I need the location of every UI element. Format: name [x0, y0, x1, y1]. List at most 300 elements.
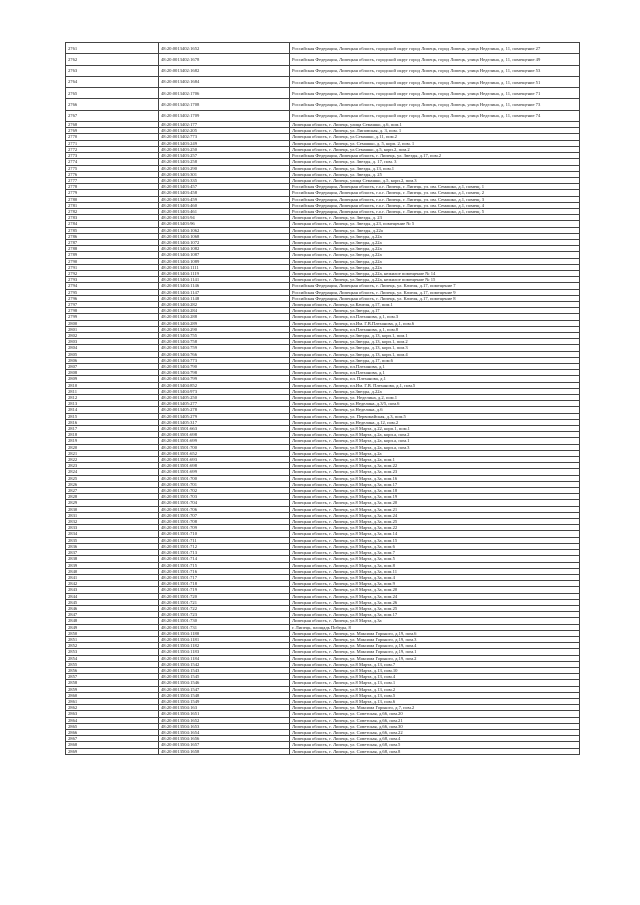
row-number-cell: 2841	[66, 574, 159, 580]
cadastral-number-cell: 48:20:0013404:1062	[159, 227, 290, 233]
address-cell: Липецкая область, г. Липецк, пл.Плеханова, д.1	[290, 364, 580, 370]
cadastral-number-cell: 48:20:0013405:278	[159, 407, 290, 413]
cadastral-number-cell: 48:20:0013504:1543	[159, 667, 290, 673]
cadastral-number-cell: 48:20:0013504:1545	[159, 674, 290, 680]
cadastral-number-cell: 48:20:0013404:1072	[159, 239, 290, 245]
row-number-cell: 2824	[66, 469, 159, 475]
address-cell: Липецкая область, г. Липецк, ул.8 Марта, д.3а, пом.15	[290, 537, 580, 543]
row-number-cell: 2827	[66, 488, 159, 494]
address-cell: Липецкая область, г. Липецк, ул.8 Марта, д.3а, пом.22	[290, 525, 580, 531]
cadastral-number-cell: 48:20:0013402:773	[159, 134, 290, 140]
row-number-cell: 2813	[66, 401, 159, 407]
cadastral-number-cell: 48:20:0013501:723	[159, 612, 290, 618]
cadastral-number-cell: 48:20:0013402:1709	[159, 110, 290, 121]
cadastral-number-cell: 48:20:0013501:709	[159, 525, 290, 531]
row-number-cell: 2823	[66, 463, 159, 469]
address-cell: Липецкая область, г. Липецк, ул. Максима Горького, д.19, пом.2	[290, 655, 580, 661]
cadastral-number-cell: 48:20:0013501:716	[159, 568, 290, 574]
row-number-cell: 2856	[66, 667, 159, 673]
row-number-cell: 2848	[66, 618, 159, 624]
row-number-cell: 2765	[66, 88, 159, 99]
row-number-cell: 2837	[66, 550, 159, 556]
row-number-cell: 2809	[66, 376, 159, 382]
address-cell: Липецкая область, г. Липецк, ул.8 Марта, д.13, пом.7	[290, 661, 580, 667]
row-number-cell: 2796	[66, 295, 159, 301]
address-cell: Липецкая область, г. Липецк, ул.8 Марта, д.3а, пом.20	[290, 587, 580, 593]
row-number-cell: 2868	[66, 742, 159, 748]
row-number-cell: 2846	[66, 605, 159, 611]
row-number-cell: 2806	[66, 357, 159, 363]
address-cell: Липецкая область, г. Липецк, ул. Максима Горького, д.19, пом.3	[290, 636, 580, 642]
row-number-cell: 2825	[66, 475, 159, 481]
cadastral-number-cell: 48:20:0013504:1548	[159, 692, 290, 698]
cadastral-number-cell: 48:20:0013403:94	[159, 215, 290, 221]
address-cell: Российская Федерация, Липецкая область, городской округ город Липецк, город Липецк, улица Неделина, д. 11, помещение 71	[290, 88, 580, 99]
row-number-cell: 2849	[66, 624, 159, 630]
address-cell: Липецкая область, г. Липецк, ул.8 Марта, д.2а, корп.а, пом.1	[290, 438, 580, 444]
cadastral-number-cell: 48:20:0013402:1706	[159, 88, 290, 99]
cadastral-number-cell: 48:20:0013504:1652	[159, 717, 290, 723]
row-number-cell: 2845	[66, 599, 159, 605]
cadastral-number-cell: 48:20:0013403:257	[159, 153, 290, 159]
address-cell: Липецкая область, г. Липецк, ул.8 Марта, д.3а, пом.25	[290, 605, 580, 611]
cadastral-number-cell: 48:20:0013403:335	[159, 177, 290, 183]
row-number-cell: 2782	[66, 208, 159, 214]
address-cell: Липецкая область, г. Липецк, ул. Липовская, д. 3, пом. 1	[290, 128, 580, 134]
table-body	[66, 43, 580, 755]
cadastral-number-cell: 48:20:0013403:250	[159, 146, 290, 152]
address-cell: Липецкая область, г. Липецк, ул. Звезды, д. 17, пом. 3	[290, 159, 580, 165]
address-cell: Липецкая область, г. Липецк, ул.8 Марта, д.3а, пом.5	[290, 556, 580, 562]
cadastral-number-cell: 48:20:0013405:250	[159, 395, 290, 401]
cadastral-number-cell: 48:20:0013501:698	[159, 463, 290, 469]
cadastral-number-cell: 48:20:0013501:699	[159, 438, 290, 444]
cadastral-number-cell: 48:20:0013504:1547	[159, 686, 290, 692]
row-number-cell: 2816	[66, 419, 159, 425]
address-cell: Липецкая область, г. Липецк, ул.8 Марта, д.3а, пом.6	[290, 543, 580, 549]
row-number-cell: 2800	[66, 320, 159, 326]
address-cell: Российская Федерация, Липецкая область, г. Липецк, ул. Звезды, д.17, пом.2	[290, 153, 580, 159]
address-cell: Липецкая область, г. Липецк, ул.Звезды, д.22а, нежилое помещение № 14	[290, 270, 580, 276]
row-number-cell: 2821	[66, 450, 159, 456]
row-number-cell: 2767	[66, 110, 159, 121]
cadastral-number-cell: 48:20:0013501:700	[159, 444, 290, 450]
address-cell: Липецкая область, г. Липецк, ул.8 Марта, д.3а, пом.24	[290, 593, 580, 599]
row-number-cell: 2764	[66, 76, 159, 87]
cadastral-number-cell: 48:20:0013404:1146	[159, 283, 290, 289]
address-cell: Липецкая область, г. Липецк, ул. Семашко, д. 5, корп. 2, пом. 1	[290, 140, 580, 146]
row-number-cell: 2826	[66, 481, 159, 487]
row-number-cell: 2835	[66, 537, 159, 543]
row-number-cell: 2768	[66, 122, 159, 128]
address-cell: Липецкая область, г. Липецк, ул. Звезды, д.22а	[290, 227, 580, 233]
address-cell: Липецкая область, г. Липецк, ул.8 Марта, д.2а	[290, 450, 580, 456]
address-cell: Липецкая область, г. Липецк, ул.8 Марта, д.3а, пом.21	[290, 506, 580, 512]
cadastral-number-cell: 48:20:0013501:700	[159, 475, 290, 481]
address-cell: Липецкая область, г. Липецк, ул. Советская, д.66, пом.21	[290, 717, 580, 723]
cadastral-number-cell: 48:20:0013501:663	[159, 426, 290, 432]
address-cell: Липецкая область, г. Липецк, улица Семашко, д.5, корп.2, пом.3	[290, 177, 580, 183]
cadastral-number-cell: 48:20:0013501:713	[159, 550, 290, 556]
row-number-cell: 2817	[66, 426, 159, 432]
row-number-cell: 2814	[66, 407, 159, 413]
address-cell: Липецкая область, г. Липецк, ул.8 Марта, д.13, пом.10	[290, 667, 580, 673]
address-cell: Липецкая область, г. Липецк, ул.Звезды, д.22а	[290, 239, 580, 245]
address-cell: Липецкая область, г. Липецк, пл.Им. Г.В.Плеханова, д.1, пом.6	[290, 320, 580, 326]
address-cell: Липецкая область, г. Липецк, ул. Советская, д.68, пом.8	[290, 748, 580, 754]
row-number-cell: 2761	[66, 43, 159, 54]
row-number-cell: 2802	[66, 332, 159, 338]
cadastral-number-cell: 48:20:0013404:773	[159, 357, 290, 363]
row-number-cell: 2867	[66, 736, 159, 742]
address-cell: Липецкая область, г. Липецк, ул.8 Марта, д.3а, пом.26	[290, 599, 580, 605]
cadastral-number-cell: 48:20:0013501:712	[159, 543, 290, 549]
row-number-cell: 2865	[66, 723, 159, 729]
address-cell: Липецкая область, г. Липецк, пл.Плеханова, д.1, пом.8	[290, 326, 580, 332]
address-cell: Липецкая область, г. Липецк, ул.8 Марта, д.13, пом.4	[290, 674, 580, 680]
address-cell: Липецкая область, г. Липецк, ул.8 Марта, д.3а, пом.17	[290, 481, 580, 487]
cadastral-number-cell: 48:20:0013403:290	[159, 165, 290, 171]
row-number-cell: 2853	[66, 649, 159, 655]
cadastral-number-cell: 48:20:0013504:1183	[159, 649, 290, 655]
address-cell: Липецкая область, г. Липецк, пл.Плеханова, д.1	[290, 370, 580, 376]
cadastral-number-cell: 48:20:0013404:282	[159, 301, 290, 307]
address-cell: Липецкая область, г. Липецк, ул.8 Марта, д.3а, пом.25	[290, 519, 580, 525]
row-number-cell: 2807	[66, 364, 159, 370]
row-number-cell: 2866	[66, 729, 159, 735]
table-row	[66, 110, 580, 121]
address-cell: Липецкая область, г. Липецк, пл. Плеханова, д.1	[290, 376, 580, 382]
row-number-cell: 2769	[66, 128, 159, 134]
cadastral-number-cell: 48:20:0013501:714	[159, 556, 290, 562]
row-number-cell: 2831	[66, 512, 159, 518]
address-cell: Липецкая область, г. Липецк, ул.Звезды, д.22а	[290, 233, 580, 239]
row-number-cell: 2850	[66, 630, 159, 636]
row-number-cell: 2777	[66, 177, 159, 183]
cadastral-number-cell: 48:20:0013404:758	[159, 339, 290, 345]
cadastral-number-cell: 48:20:0013404:798	[159, 370, 290, 376]
cadastral-number-cell: 48:20:0013501:722	[159, 605, 290, 611]
address-cell: Липецкая область, г. Липецк, ул.8 Марта, д.3а, пом.18	[290, 488, 580, 494]
cadastral-number-cell: 48:20:0013402:205	[159, 128, 290, 134]
row-number-cell: 2793	[66, 277, 159, 283]
row-number-cell: 2772	[66, 146, 159, 152]
address-cell: Липецкая область, г. Липецк, ул.Звезды, д.22а	[290, 388, 580, 394]
table-row	[66, 65, 580, 76]
cadastral-number-cell: 48:20:0013402:1682	[159, 65, 290, 76]
cadastral-number-cell: 48:20:0013504:163	[159, 705, 290, 711]
address-cell: Липецкая область, г. Липецк, ул.Звезды, д.22а	[290, 252, 580, 258]
address-cell: Российская Федерация, Липецкая область, г.о.г. Липецк, г. Липецк, ул. им. Семашко, д.1, помещ. 4	[290, 202, 580, 208]
row-number-cell: 2861	[66, 698, 159, 704]
table-row	[66, 54, 580, 65]
address-cell: Липецкая область, г. Липецк, ул. Звезды, д.23, помещение № 5	[290, 221, 580, 227]
row-number-cell: 2862	[66, 705, 159, 711]
address-cell: Липецкая область, г. Липецк, ул.8 Марта, д.2а, корп.а, пом.3	[290, 444, 580, 450]
cadastral-number-cell: 48:20:0013501:721	[159, 599, 290, 605]
row-number-cell: 2822	[66, 457, 159, 463]
row-number-cell: 2815	[66, 413, 159, 419]
address-cell: Липецкая область, г. Липецк, ул.8 Марта, д.13, пом.1	[290, 680, 580, 686]
address-cell: Липецкая область, г. Липецк, ул.Звезды, д.13, корп.1, пом.1	[290, 332, 580, 338]
row-number-cell: 2803	[66, 339, 159, 345]
cadastral-number-cell: 48:20:0013501:699	[159, 469, 290, 475]
cadastral-number-cell: 48:20:0013501:718	[159, 581, 290, 587]
address-cell: Липецкая область, г. Липецк, ул.8 Марта, д.3а, пом.17	[290, 612, 580, 618]
cadastral-number-cell: 48:20:0013404:1089	[159, 258, 290, 264]
row-number-cell: 2819	[66, 438, 159, 444]
address-cell: Липецкая область, г. Липецк, ул.8 Марта, д.3а, пом.19	[290, 494, 580, 500]
row-number-cell: 2798	[66, 308, 159, 314]
cadastral-number-cell: 48:20:0013403:457	[159, 184, 290, 190]
address-cell: Липецкая область, г. Липецк, ул.Звезды, д.22а	[290, 264, 580, 270]
address-cell: Липецкая область, г. Липецк, улица Семашко, д.6, пом.1	[290, 122, 580, 128]
cadastral-number-cell: 48:20:0013405:317	[159, 419, 290, 425]
row-number-cell: 2805	[66, 351, 159, 357]
row-number-cell: 2789	[66, 252, 159, 258]
row-number-cell: 2832	[66, 519, 159, 525]
row-number-cell: 2863	[66, 711, 159, 717]
address-cell: г. Липецк, площадь Победы, 8	[290, 624, 580, 630]
cadastral-number-cell: 48:20:0013501:708	[159, 519, 290, 525]
address-cell: Липецкая область, г. Липецк, ул. Советская, д.68, пом.4	[290, 736, 580, 742]
cadastral-number-cell: 48:20:0013404:1082	[159, 246, 290, 252]
address-cell: Липецкая область, г. Липецк, ул.8 Марта, д.3а, пом.9	[290, 581, 580, 587]
address-cell: Липецкая область, г. Липецк, ул.Неделина, д.12, пом.2	[290, 419, 580, 425]
cadastral-number-cell: 48:20:0013501:710	[159, 531, 290, 537]
cadastral-number-cell: 48:20:0013404:1147	[159, 289, 290, 295]
address-cell: Липецкая область, г. Липецк, ул. Неделина, д.2, пом.1	[290, 395, 580, 401]
address-cell: Липецкая область, г. Липецк, ул.Семашко, д.5, корп.2, пом.2	[290, 146, 580, 152]
row-number-cell: 2838	[66, 556, 159, 562]
cadastral-number-cell: 48:20:0013501:707	[159, 512, 290, 518]
cadastral-number-cell: 48:20:0013404:289	[159, 320, 290, 326]
cadastral-number-cell: 48:20:0013403:258	[159, 159, 290, 165]
row-number-cell: 2869	[66, 748, 159, 754]
cadastral-number-cell: 48:20:0013504:1542	[159, 661, 290, 667]
address-cell: Российская Федерация, Липецкая область, городской округ город Липецк, город Липецк, улица Неделина, д. 11, помещение 51	[290, 76, 580, 87]
table-row	[66, 748, 580, 754]
address-cell: Российская Федерация, Липецкая область, г.о.г. Липецк, г. Липецк, ул. им. Семашко, д.1, помещ. 5	[290, 208, 580, 214]
row-number-cell: 2836	[66, 543, 159, 549]
address-cell: Липецкая область, г. Липецк, ул. Максима Горького, д.19, пом.6	[290, 630, 580, 636]
address-cell: Липецкая область, г. Липецк, пл.Плеханова, д.1, пом.3	[290, 314, 580, 320]
cadastral-number-cell: 48:20:0013504:1653	[159, 723, 290, 729]
row-number-cell: 2864	[66, 717, 159, 723]
row-number-cell: 2783	[66, 215, 159, 221]
row-number-cell: 2811	[66, 388, 159, 394]
cadastral-number-cell: 48:20:0013404:766	[159, 351, 290, 357]
cadastral-number-cell: 48:20:0013504:1654	[159, 729, 290, 735]
row-number-cell: 2766	[66, 99, 159, 110]
address-cell: Российская Федерация, Липецкая область, г. Липецк, ул. Качеля, д.17, помещение 9	[290, 289, 580, 295]
cadastral-number-cell: 48:20:0013504:1657	[159, 742, 290, 748]
cadastral-number-cell: 48:20:0013501:711	[159, 537, 290, 543]
property-registry-table	[65, 42, 580, 755]
cadastral-number-cell: 48:20:0013404:1111	[159, 264, 290, 270]
row-number-cell: 2774	[66, 159, 159, 165]
address-cell: Липецкая область, г. Липецк, ул.8 Марта, д.3а, пом.23	[290, 469, 580, 475]
address-cell: Липецкая область, г. Липецк, ул.8 Марта, д.3а, пом.16	[290, 475, 580, 481]
row-number-cell: 2858	[66, 680, 159, 686]
address-cell: Липецкая область, г. Липецк, ул.Звезды, д.17	[290, 308, 580, 314]
address-cell: Липецкая область, г. Липецк, пл.Им. Г.В. Плеханова, д.1, пом.5	[290, 382, 580, 388]
address-cell: Липецкая область, г. Липецк, ул.8 Марта, д.13, пом.5	[290, 692, 580, 698]
row-number-cell: 2859	[66, 686, 159, 692]
address-cell: Липецкая область, г. Липецк, ул.8 Марта, д.3а, пом.14	[290, 531, 580, 537]
row-number-cell: 2778	[66, 184, 159, 190]
table-row	[66, 76, 580, 87]
address-cell: Российская Федерация, Липецкая область, городской округ город Липецк, город Липецк, улица Неделина, д. 11, помещение 27	[290, 43, 580, 54]
cadastral-number-cell: 48:20:0013501:706	[159, 506, 290, 512]
row-number-cell: 2794	[66, 283, 159, 289]
row-number-cell: 2797	[66, 301, 159, 307]
cadastral-number-cell: 48:20:0013501:717	[159, 574, 290, 580]
table-row	[66, 99, 580, 110]
address-cell: Липецкая область, г. Липецк, ул. Звезды, д. 25	[290, 171, 580, 177]
cadastral-number-cell: 48:20:0013404:759	[159, 345, 290, 351]
row-number-cell: 2786	[66, 233, 159, 239]
cadastral-number-cell: 48:20:0013504:1181	[159, 636, 290, 642]
row-number-cell: 2847	[66, 612, 159, 618]
address-cell: Липецкая область, г. Липецк, ул.8 Марта, д.3а, пом.11	[290, 568, 580, 574]
cadastral-number-cell: 48:20:0013501:652	[159, 450, 290, 456]
row-number-cell: 2780	[66, 196, 159, 202]
row-number-cell: 2771	[66, 140, 159, 146]
address-cell: Липецкая область, г. Липецк, ул.Качеля, д.17, пом.1	[290, 301, 580, 307]
address-cell: Липецкая область, г. Липецк, ул.8 Марта, д.3а, пом.20	[290, 500, 580, 506]
address-cell: Липецкая область, г. Липецк, ул.Звезды, д.17, пом.6	[290, 357, 580, 363]
address-cell: Липецкая область, г. Липецк, ул. Советская, д.68, пом.5	[290, 742, 580, 748]
row-number-cell: 2844	[66, 593, 159, 599]
cadastral-number-cell: 48:20:0013404:790	[159, 364, 290, 370]
address-cell: Липецкая область, г. Липецк, ул.8 Марта, д.13, пом.6	[290, 698, 580, 704]
cadastral-number-cell: 48:20:0013404:1087	[159, 252, 290, 258]
cadastral-number-cell: 48:20:0013404:288	[159, 314, 290, 320]
cadastral-number-cell: 48:20:0013404:973	[159, 388, 290, 394]
address-cell: Липецкая область, г. Липецк, ул. Советская, д.66, пом.30	[290, 723, 580, 729]
row-number-cell: 2762	[66, 54, 159, 65]
row-number-cell: 2857	[66, 674, 159, 680]
row-number-cell: 2810	[66, 382, 159, 388]
address-cell: Липецкая область, г. Липецк, ул.8 Марта, д.3а	[290, 618, 580, 624]
cadastral-number-cell: 48:20:0013405:279	[159, 413, 290, 419]
address-cell: Российская Федерация, Липецкая область, г.о.г. Липецк, г. Липецк, ул. им. Семашко, д.1, помещ. 2	[290, 190, 580, 196]
cadastral-number-cell: 48:20:0013402:177	[159, 122, 290, 128]
cadastral-number-cell: 48:20:0013504:1546	[159, 680, 290, 686]
row-number-cell: 2795	[66, 289, 159, 295]
address-cell: Липецкая область, г. Липецк, ул. Первомайская, д.3, пом.5	[290, 413, 580, 419]
address-cell: Липецкая область, г. Липецк, ул. Максима Горького, д.19, пом.4	[290, 643, 580, 649]
cadastral-number-cell: 48:20:0013402:1708	[159, 99, 290, 110]
cadastral-number-cell: 48:20:0013501:693	[159, 457, 290, 463]
cadastral-number-cell: 48:20:0013403:461	[159, 208, 290, 214]
cadastral-number-cell: 48:20:0013504:1549	[159, 698, 290, 704]
row-number-cell: 2792	[66, 270, 159, 276]
row-number-cell: 2804	[66, 345, 159, 351]
address-cell: Российская Федерация, Липецкая область, г. Липецк, ул. Качеля, д.17, помещение 7	[290, 283, 580, 289]
cadastral-number-cell: 48:20:0013404:1068	[159, 233, 290, 239]
row-number-cell: 2852	[66, 643, 159, 649]
row-number-cell: 2855	[66, 661, 159, 667]
row-number-cell: 2801	[66, 326, 159, 332]
cadastral-number-cell: 48:20:0013501:704	[159, 500, 290, 506]
address-cell: Российская Федерация, Липецкая область, г. Липецк, ул. Качеля, д.17, помещение 8	[290, 295, 580, 301]
address-cell: Липецкая область, г. Липецк, ул.8 Марта, д.3а, пом.8	[290, 562, 580, 568]
cadastral-number-cell: 48:20:0013404:755	[159, 332, 290, 338]
address-cell: Российская Федерация, Липецкая область, городской округ город Липецк, город Липецк, улица Неделина, д. 11, помещение 74	[290, 110, 580, 121]
cadastral-number-cell: 48:20:0013504:1182	[159, 643, 290, 649]
row-number-cell: 2843	[66, 587, 159, 593]
address-cell: Российская Федерация, Липецкая область, г.о.г. Липецк, г. Липецк, ул. им. Семашко, д.1, помещ. 3	[290, 196, 580, 202]
address-cell: Российская Федерация, Липецкая область, городской округ город Липецк, город Липецк, улица Неделина, д. 11, помещение 49	[290, 54, 580, 65]
address-cell: Липецкая область, г. Липецк, ул.Неделина, д.6	[290, 407, 580, 413]
row-number-cell: 2851	[66, 636, 159, 642]
address-cell: Российская Федерация, Липецкая область, городской округ город Липецк, город Липецк, улица Неделина, д. 11, помещение 73	[290, 99, 580, 110]
row-number-cell: 2788	[66, 246, 159, 252]
row-number-cell: 2854	[66, 655, 159, 661]
address-cell: Российская Федерация, Липецкая область, городской округ город Липецк, город Липецк, улица Неделина, д. 11, помещение 53	[290, 65, 580, 76]
address-cell: Липецкая область, г. Липецк, ул.8 Марта, д.2а, корп.а, пом.2	[290, 432, 580, 438]
cadastral-number-cell: 48:20:0013504:1184	[159, 655, 290, 661]
row-number-cell: 2818	[66, 432, 159, 438]
row-number-cell: 2785	[66, 227, 159, 233]
registry-sheet	[65, 42, 576, 755]
row-number-cell: 2770	[66, 134, 159, 140]
row-number-cell: 2833	[66, 525, 159, 531]
cadastral-number-cell: 48:20:0013403:460	[159, 202, 290, 208]
row-number-cell: 2773	[66, 153, 159, 159]
row-number-cell: 2781	[66, 202, 159, 208]
row-number-cell: 2799	[66, 314, 159, 320]
address-cell: Липецкая область, г. Липецк, ул. Максима Горького, д.7, пом.2	[290, 705, 580, 711]
cadastral-number-cell: 48:20:0013404:1141	[159, 277, 290, 283]
address-cell: Липецкая область, г. Липецк, ул.Звезды, д.22а	[290, 246, 580, 252]
address-cell: Липецкая область, г. Липецк, ул.8 Марта, д.3а, пом.24	[290, 512, 580, 518]
cadastral-number-cell: 48:20:0013405:277	[159, 401, 290, 407]
address-cell: Липецкая область, г. Липецк, ул.Звезды, д.22а, нежилое помещение № 15	[290, 277, 580, 283]
cadastral-number-cell: 48:20:0013404:1148	[159, 295, 290, 301]
address-cell: Липецкая область, г. Липецк, ул. Советская, д.66, пом.20	[290, 711, 580, 717]
cadastral-number-cell: 48:20:0013403:458	[159, 190, 290, 196]
cadastral-number-cell: 48:20:0013504:1656	[159, 736, 290, 742]
cadastral-number-cell: 48:20:0013501:702	[159, 488, 290, 494]
row-number-cell: 2820	[66, 444, 159, 450]
cadastral-number-cell: 48:20:0013501:701	[159, 481, 290, 487]
row-number-cell: 2791	[66, 264, 159, 270]
cadastral-number-cell: 48:20:0013402:1652	[159, 43, 290, 54]
cadastral-number-cell: 48:20:0013403:96	[159, 221, 290, 227]
cadastral-number-cell: 48:20:0013403:249	[159, 140, 290, 146]
address-cell: Липецкая область, г. Липецк, ул.Звезды, д.13, корп.1, пом.2	[290, 339, 580, 345]
cadastral-number-cell: 48:20:0013404:799	[159, 376, 290, 382]
table-row	[66, 88, 580, 99]
row-number-cell: 2842	[66, 581, 159, 587]
address-cell: Липецкая область, г. Липецк, ул.8 Марта, д.3а, пом.4	[290, 574, 580, 580]
row-number-cell: 2812	[66, 395, 159, 401]
cadastral-number-cell: 48:20:0013402:1678	[159, 54, 290, 65]
row-number-cell: 2860	[66, 692, 159, 698]
address-cell: Липецкая область, г. Липецк, ул.Звезды, д.22а	[290, 258, 580, 264]
row-number-cell: 2787	[66, 239, 159, 245]
address-cell: Липецкая область, г. Липецк, ул.8 Марта, д.2а, пом.1	[290, 457, 580, 463]
address-cell: Липецкая область, г. Липецк, ул. Звезды, д. 23	[290, 215, 580, 221]
row-number-cell: 2840	[66, 568, 159, 574]
address-cell: Липецкая область, г. Липецк, ул.8 Марта, д.13, пом.2	[290, 686, 580, 692]
row-number-cell: 2808	[66, 370, 159, 376]
address-cell: Липецкая область, г. Липецк, ул. Советская, д.66, пом.22	[290, 729, 580, 735]
address-cell: Липецкая область, г. Липецк, ул.8 Марта, д.22, корп.1, пом.1	[290, 426, 580, 432]
